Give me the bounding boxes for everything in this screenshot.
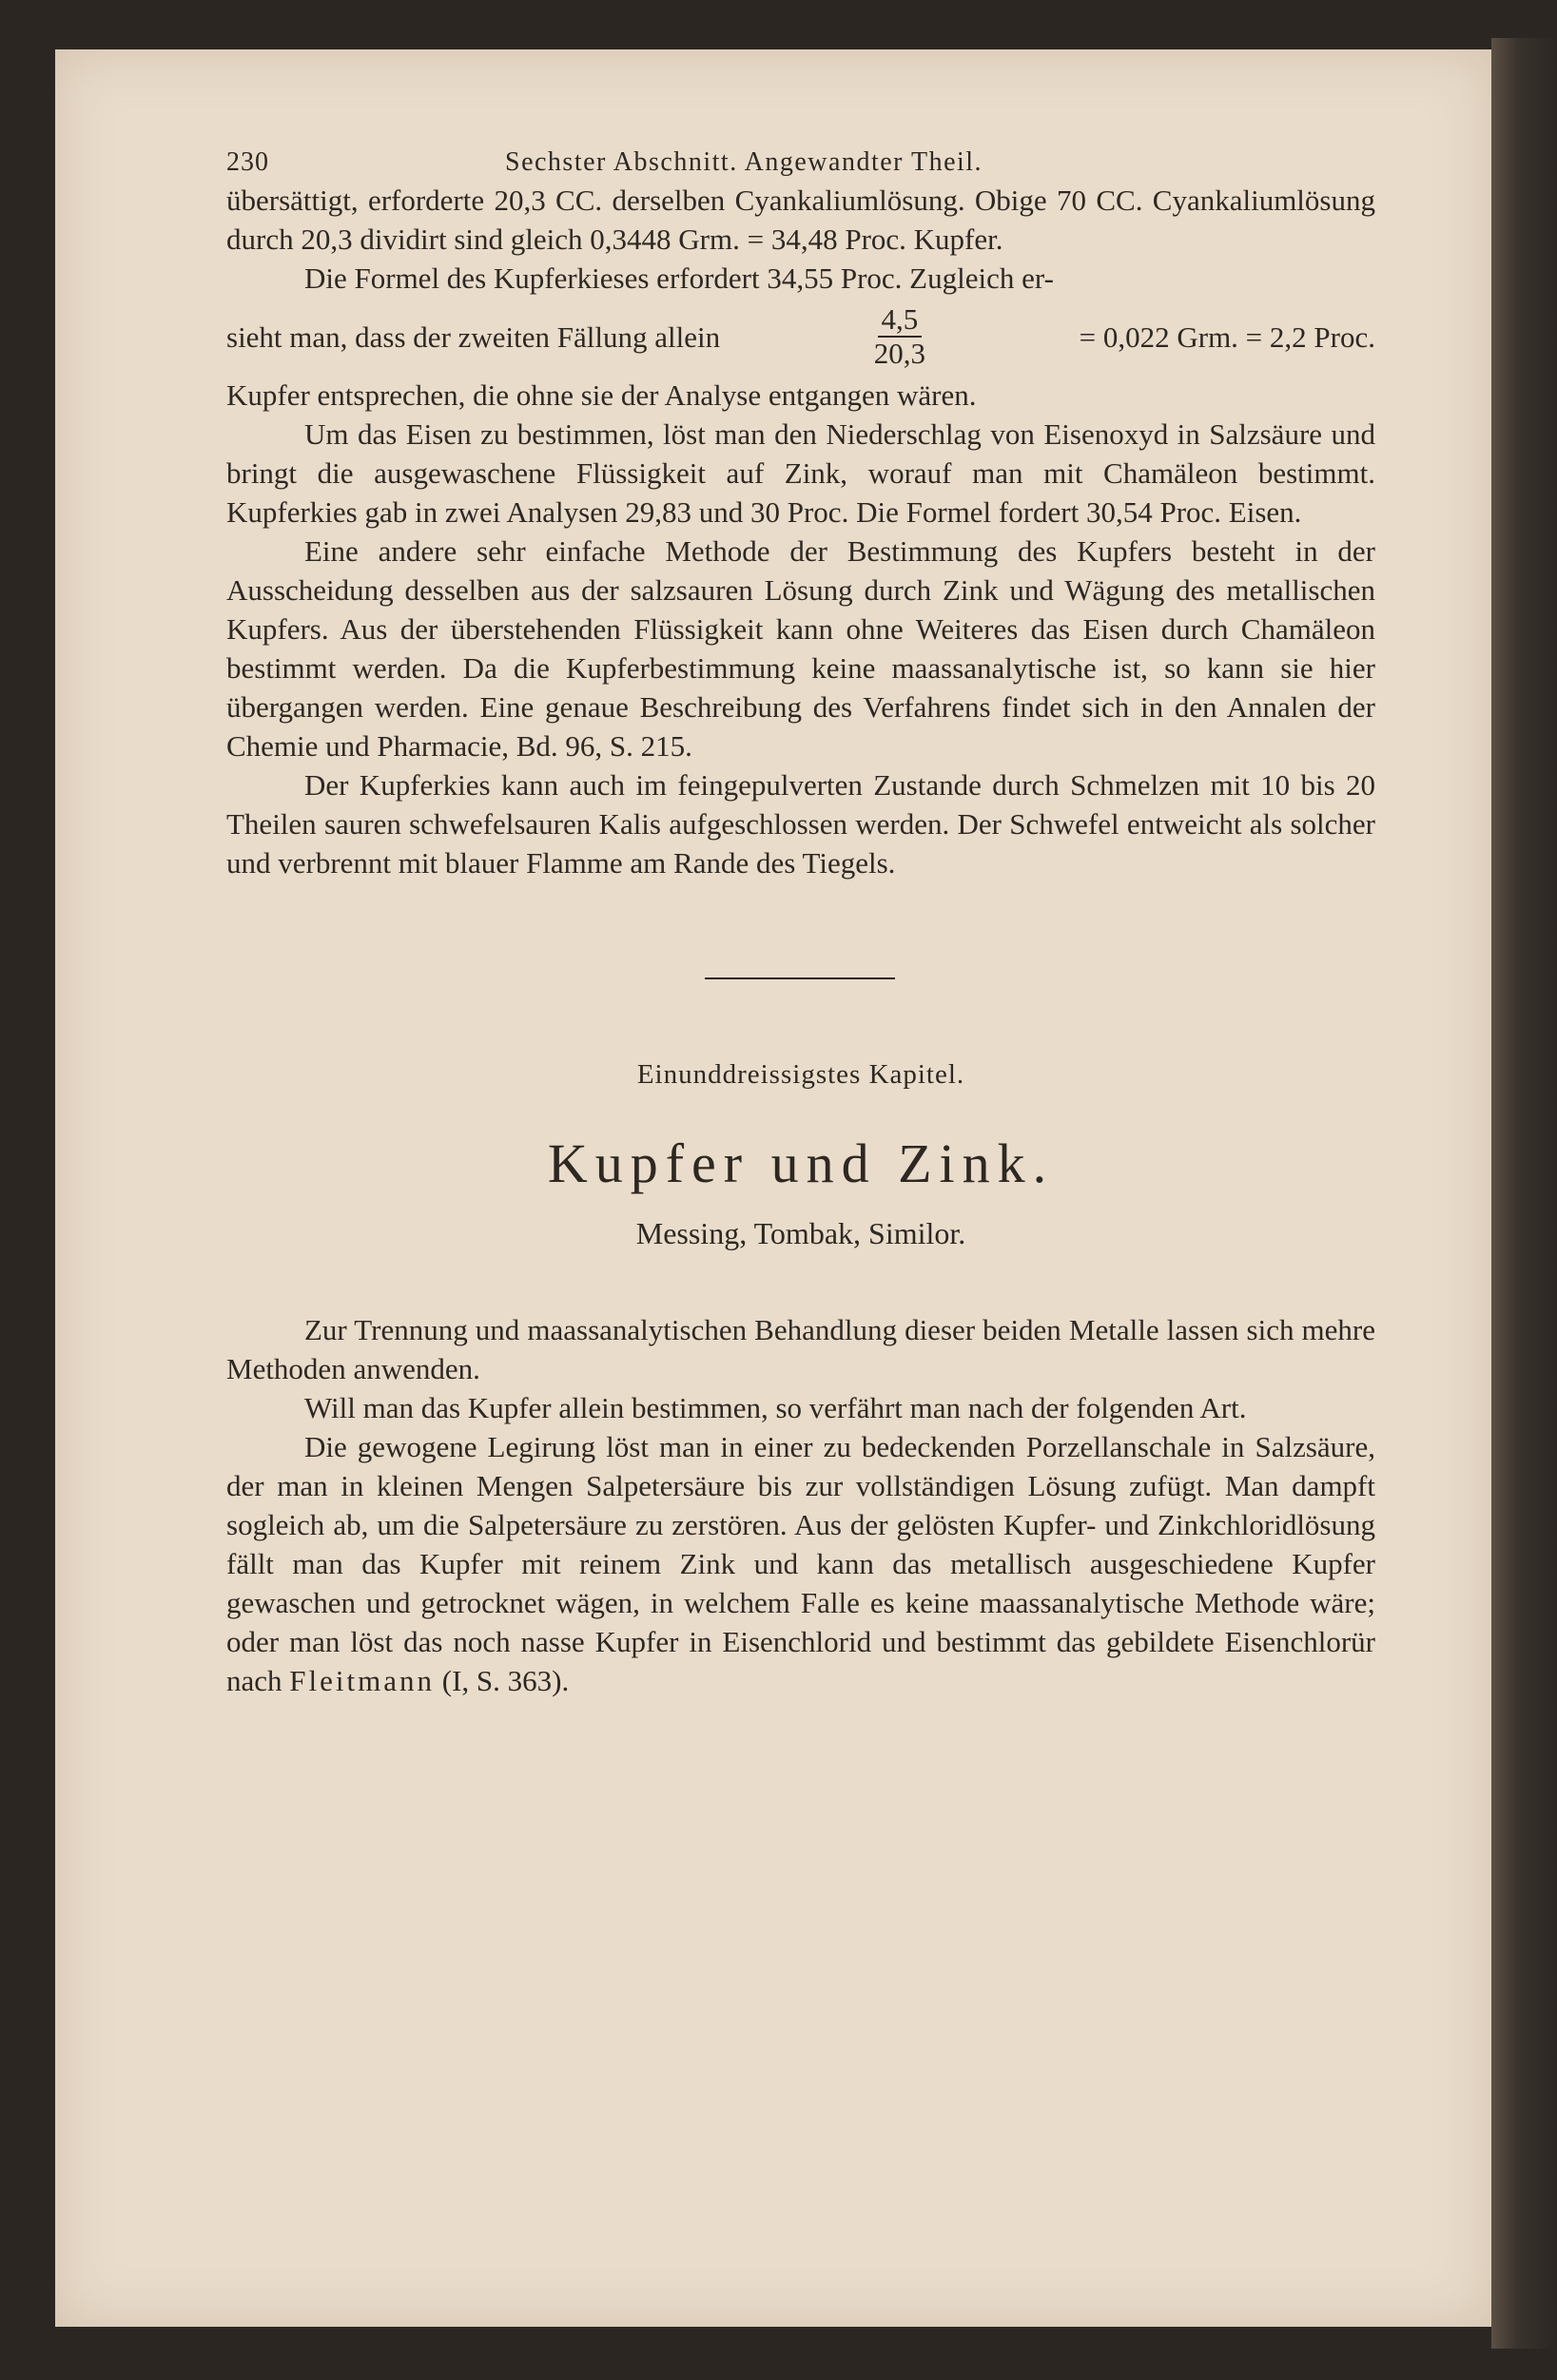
paragraph-3: Um das Eisen zu bestimmen, löst man den Niederschlag von Eisenoxyd in Salzsäure und bringt die ausgewaschene Flüssigkeit auf Zink, worauf man mit Chamäleon bestimmt. Kupferkies gab in zwei Analysen 29,83 und 30 Proc. Die Formel fordert 30,54 Proc. Eisen. (226, 417, 1375, 529)
section-divider (705, 977, 895, 979)
formula-before: sieht man, dass der zweiten Fällung allein (226, 319, 721, 354)
chapter-subtitle: Messing, Tombak, Similor. (635, 1216, 966, 1250)
paragraph-2: Die Formel des Kupferkieses erfordert 34,55 Proc. Zugleich er- (304, 261, 1054, 295)
chapter-paragraph-2: Will man das Kupfer allein bestimmen, so verfährt man nach der folgenden Art. (304, 1391, 1247, 1424)
chapter-paragraph-3-text: Die gewogene Legirung löst man in einer zu bedeckenden Porzellanschale in Salzsäure, der man in kleinen Mengen Salpetersäure bis zur vollständigen Lösung zufügt. Man dampft sogleich ab, um die Salpetersäure zu zerstören. Aus der gelösten Kupfer- und Zinkchloridlösung fällt man das Kupfer mit reinem Zink und kann das metallisch ausgeschiedene Kupfer gewaschen und getrocknet wägen, in welchem Falle es keine maassanalytische Methode wäre; oder man löst das noch nasse Kupfer in Eisenchlorid und bestimmt das gebildete Eisenchlorür nach (226, 1430, 1375, 1697)
chapter-label: Einunddreissigstes Kapitel. (636, 1059, 965, 1090)
body-text (167, 181, 1375, 882)
chapter-paragraph-1: Zur Trennung und maassanalytischen Behandlung dieser beiden Metalle lassen sich mehre Methoden anwenden. (226, 1313, 1375, 1385)
page-number: 230 (226, 147, 269, 177)
chapter-paragraph-3 (226, 1427, 1375, 1700)
paragraph-5: Der Kupferkies kann auch im feingepulverten Zustande durch Schmelzen mit 10 bis 20 Theilen sauren schwefelsauren Kalis aufgeschlossen werden. Der Schwefel entweicht als solcher und verbrennt mit blauer Flamme am Rande des Tiegels. (226, 768, 1375, 880)
formula-after: = 0,022 Grm. = 2,2 Proc. (1079, 319, 1375, 354)
fraction-numerator: 4,5 (878, 303, 923, 338)
paragraph-1: übersättigt, erforderte 20,3 CC. derselben Cyankaliumlösung. Obige 70 CC. Cyankaliumlösung durch 20,3 dividirt sind gleich 0,3448 Grm. = 34,48 Proc. Kupfer. (226, 184, 1375, 256)
author-name: Fleitmann (289, 1664, 435, 1697)
paragraph-4: Eine andere sehr einfache Methode der Bestimmung des Kupfers besteht in der Ausscheidung desselben aus der salzsauren Lösung durch Zink und Wägung des metallischen Kupfers. Aus der überstehenden Flüssigkeit kann ohne Weiteres das Eisen durch Chamäleon bestimmt werden. Da die Kupferbestimmung keine maassanalytische ist, so kann sie hier übergangen werden. Eine genaue Beschreibung des Verfahrens findet sich in den Annalen der Chemie und Pharmacie, Bd. 96, S. 215. (226, 534, 1375, 763)
fraction (874, 303, 925, 370)
chapter-body (167, 1310, 1375, 1700)
reference: (I, S. 363). (435, 1664, 570, 1697)
running-head (167, 143, 1375, 181)
fraction-denominator: 20,3 (873, 337, 925, 370)
running-title: Sechster Abschnitt. Angewandter Theil. (505, 147, 983, 177)
page-text (167, 143, 1375, 1700)
chapter-title: Kupfer und Zink. (547, 1132, 1055, 1194)
paragraph-2-end: Kupfer entsprechen, die ohne sie der Analyse entgangen wären. (226, 378, 977, 412)
formula-line (226, 298, 1375, 376)
page-edge-shadow (1491, 38, 1557, 2349)
